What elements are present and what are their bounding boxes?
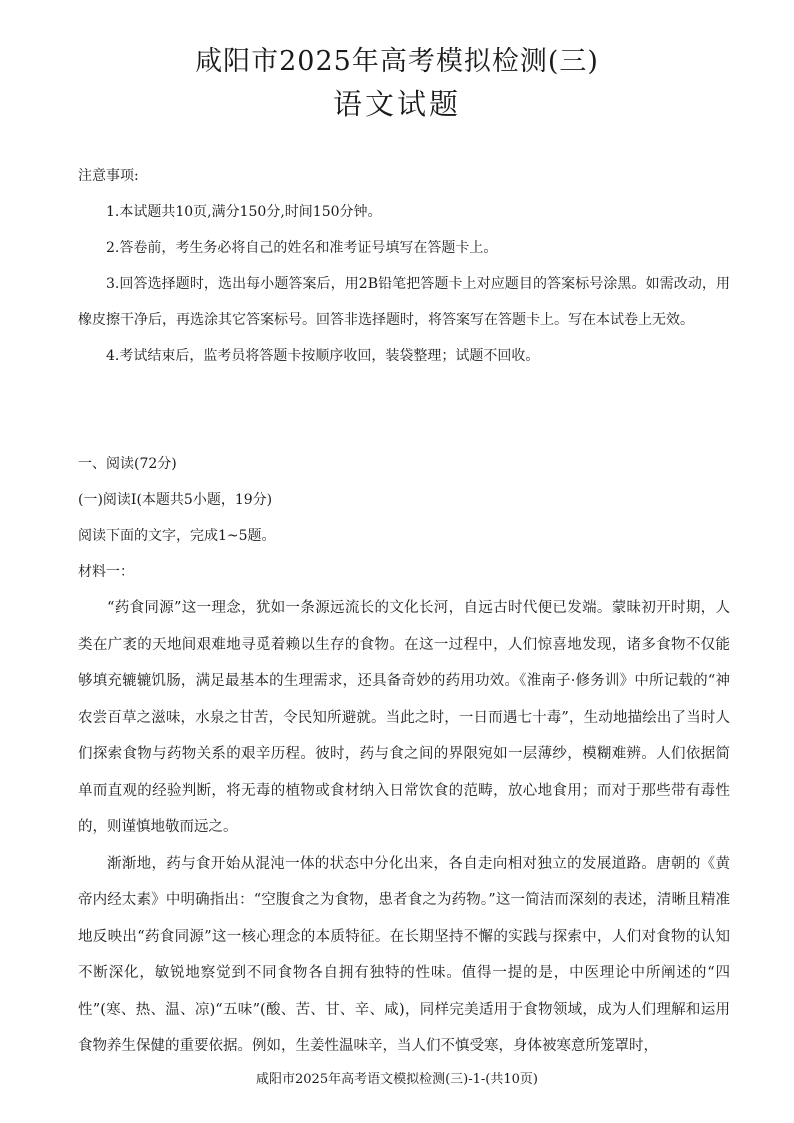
material-label: 材料一： [78,564,134,580]
exam-title: 咸阳市2025年高考模拟检测(三) [195,46,599,77]
part-heading: 一、阅读(72分) [78,456,177,472]
exam-subtitle: 语文试题 [332,87,461,121]
notice-block [78,158,730,374]
passage [78,590,730,1065]
page-footer: 咸阳市2025年高考语文模拟检测(三)-1-(共10页) [256,1072,538,1087]
notice-heading: 注意事项: [78,168,139,184]
sub-heading: (一)阅读Ⅰ(本题共5小题，19分) [78,492,273,508]
notice-item: 3.回答选择题时，选出每小题答案后，用2B铅笔把答题卡上对应题目的答案标号涂黑。如需改动，用橡皮擦干净后，再选涂其它答案标号。回答非选择题时，将答案写在答题卡上。写在本试卷上无效。 [78,276,730,328]
notice-item: 1.本试题共10页,满分150分,时间150分钟。 [106,204,382,220]
notice-item: 2.答卷前，考生务必将自己的姓名和准考证号填写在答题卡上。 [106,240,498,256]
passage-paragraph: 渐渐地，药与食开始从混沌一体的状态中分化出来，各自走向相对独立的发展道路。唐朝的《黄帝内经太素》中明确指出：“空腹食之为食物，患者食之为药物。”这一简洁而深刻的表述，清晰且精准地反映出“药食同源”这一核心理念的本质特征。在长期坚持不懈的实践与探索中，人们对食物的认知不断深化，敏锐地察觉到不同食物各自拥有独特的性味。值得一提的是，中医理论中所阐述的“四性”(寒、热、温、凉)“五味”(酸、苦、甘、辛、咸)，同样完美适用于食物领域，成为人们理解和运用食物养生保健的重要依据。例如，生姜性温味辛，当人们不慎受寒，身体被寒意所笼罩时， [78,855,730,1054]
passage-paragraph: “药食同源”这一理念，犹如一条源远流长的文化长河，自远古时代便已发端。蒙昧初开时期，人类在广袤的天地间艰难地寻觅着赖以生存的食物。在这一过程中，人们惊喜地发现，诸多食物不仅能够填充辘辘饥肠，满足最基本的生理需求，还具备奇妙的药用功效。《淮南子·修务训》中所记载的“神农尝百草之滋味，水泉之甘苦，令民知所避就。当此之时，一日而遇七十毒”，生动地描绘出了当时人们探索食物与药物关系的艰辛历程。彼时，药与食之间的界限宛如一层薄纱，模糊难辨。人们依据简单而直观的经验判断，将无毒的植物或食材纳入日常饮食的范畴，放心地食用；而对于那些带有毒性的，则谨慎地敬而远之。 [78,600,730,835]
instruction: 阅读下面的文字，完成1~5题。 [78,528,276,544]
notice-item: 4.考试结束后，监考员将答题卡按顺序收回，装袋整理；试题不回收。 [106,348,540,364]
section-header [78,446,730,590]
